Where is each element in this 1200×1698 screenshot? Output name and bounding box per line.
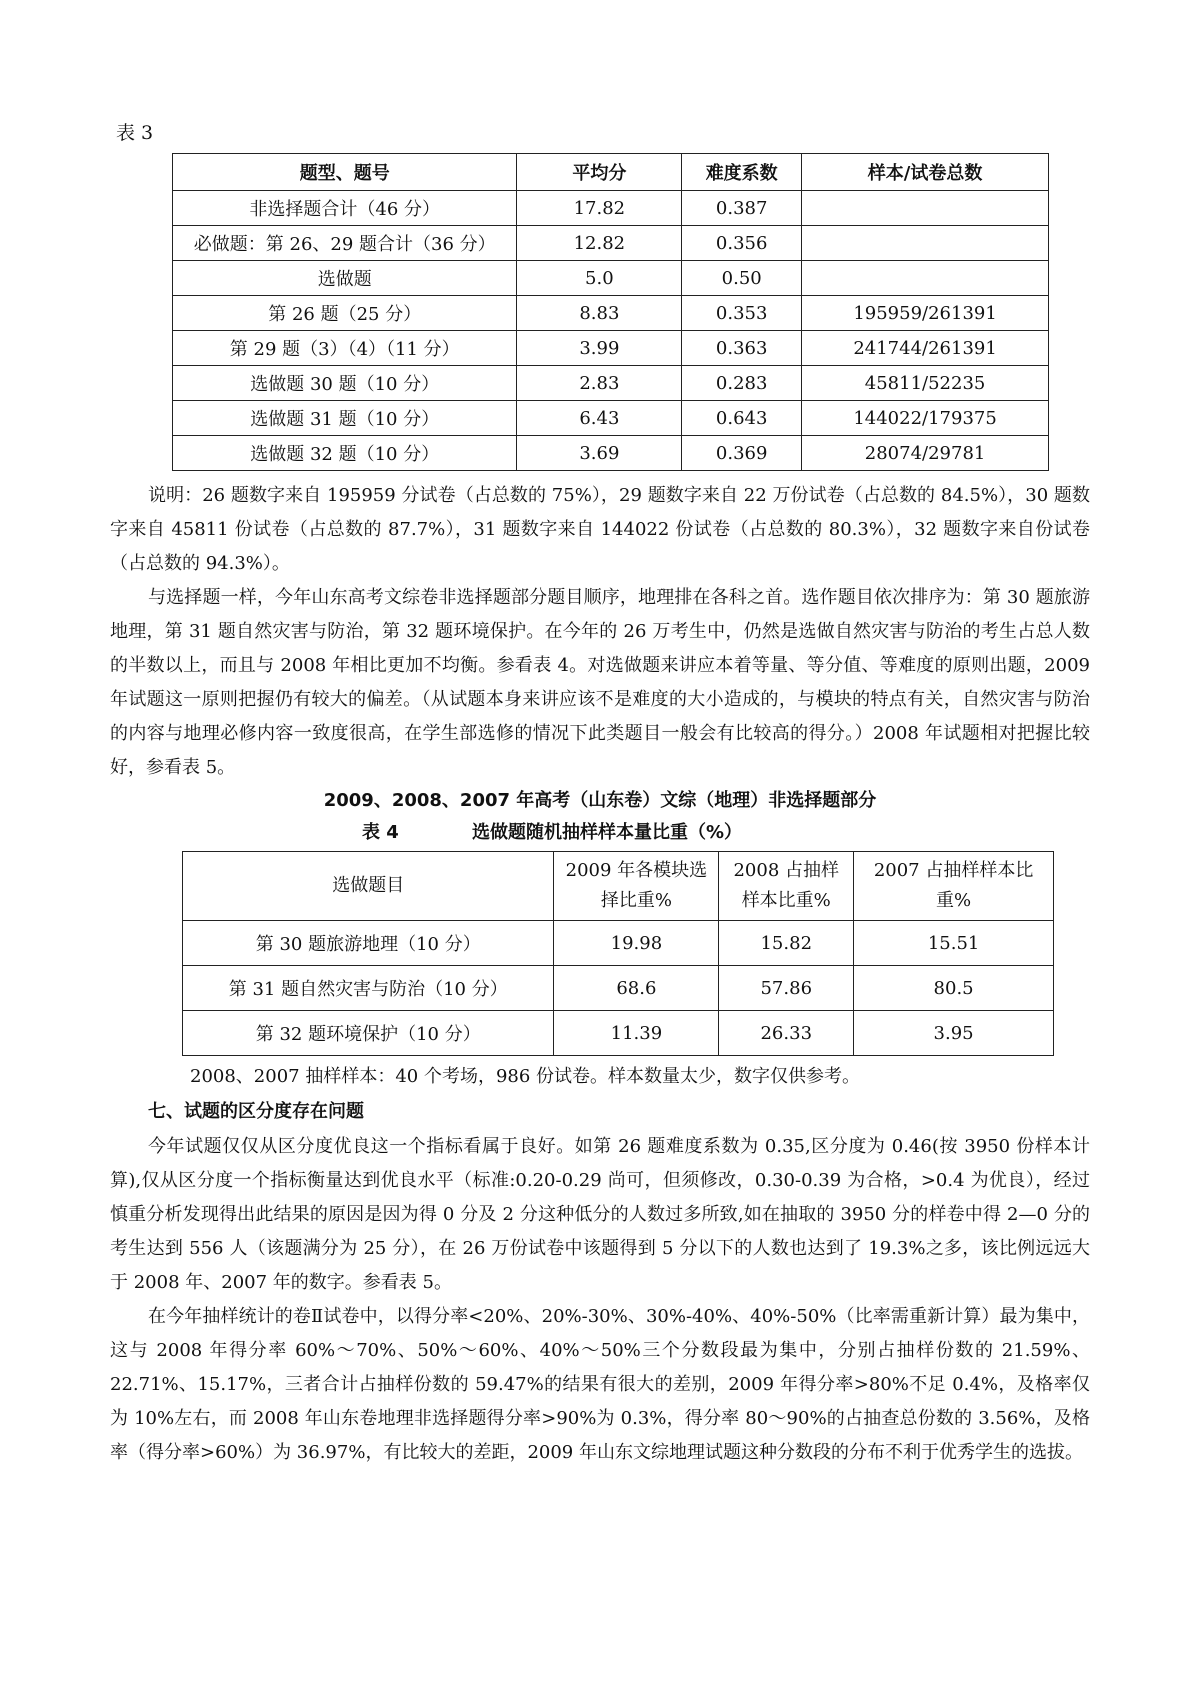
table3-cell: 第 26 题（25 分）: [173, 296, 517, 331]
table3-label: 表 3: [116, 122, 154, 144]
table4-row: [183, 1011, 1054, 1056]
table3-header-cell: 难度系数: [682, 154, 802, 191]
table4-header-cell: 2008 占抽样样本比重%: [719, 852, 854, 921]
table4-cell: 26.33: [719, 1011, 854, 1056]
section-heading: 七、试题的区分度存在问题: [148, 1101, 364, 1122]
table3-header-cell: 题型、题号: [173, 154, 517, 191]
table3-row: [173, 261, 1049, 296]
table4-label: 表 4: [362, 822, 399, 843]
paragraph: 今年试题仅仅从区分度优良这一个指标看属于良好。如第 26 题难度系数为 0.35,区分度为 0.46(按 3950 份样本计算),仅从区分度一个指标衡量达到优良水平（标准:0.20-0.29 尚可，但须修改，0.30-0.39 为合格，>0.4 为优良），经过慎重分析发现得出此结果的原因是因为得 0 分及 2 分这种低分的人数过多所致,如在抽取的 3950 分的样卷中得 2—0 分的考生达到 556 人（该题满分为 25 分），在 26 万份试卷中该题得到 5 分以下的人数也达到了 19.3%之多，该比例远远大于 2008 年、2007 年的数字。参看表 5。: [110, 1136, 1090, 1293]
table3-row: [173, 436, 1049, 471]
table3-row: [173, 366, 1049, 401]
table3-cell: 3.99: [517, 331, 682, 366]
table3-cell: 3.69: [517, 436, 682, 471]
table4-cell: 11.39: [554, 1011, 719, 1056]
table3-cell: 195959/261391: [802, 296, 1049, 331]
table3-cell: [802, 261, 1049, 296]
table4-header-cell: 2007 占抽样样本比重%: [854, 852, 1054, 921]
table4-row: [183, 966, 1054, 1011]
table3-row: [173, 331, 1049, 366]
table4-caption-line: [110, 817, 1090, 849]
table3-cell: 选做题: [173, 261, 517, 296]
table3-cell: 0.369: [682, 436, 802, 471]
table3-cell: 第 29 题（3）（4）（11 分）: [173, 331, 517, 366]
table3-cell: 选做题 31 题（10 分）: [173, 401, 517, 436]
table3-cell: 5.0: [517, 261, 682, 296]
table3-cell: 选做题 32 题（10 分）: [173, 436, 517, 471]
table3-cell: 12.82: [517, 226, 682, 261]
table3-cell: 必做题：第 26、29 题合计（36 分）: [173, 226, 517, 261]
table4-cell: 15.51: [854, 921, 1054, 966]
table3-cell: 6.43: [517, 401, 682, 436]
table4-header-cell: 选做题目: [183, 852, 554, 921]
table3-cell: 0.387: [682, 191, 802, 226]
table4-cell: 3.95: [854, 1011, 1054, 1056]
table3-row: [173, 296, 1049, 331]
table4-row: [183, 921, 1054, 966]
table4-header-row: [183, 852, 1054, 921]
table3-header-cell: 样本/试卷总数: [802, 154, 1049, 191]
table3-header-cell: 平均分: [517, 154, 682, 191]
table3-row: [173, 191, 1049, 226]
table4-header-cell: 2009 年各模块选择比重%: [554, 852, 719, 921]
table3-cell: 非选择题合计（46 分）: [173, 191, 517, 226]
table3-cell: 0.353: [682, 296, 802, 331]
table3-cell: 0.283: [682, 366, 802, 401]
table3-cell: 0.356: [682, 226, 802, 261]
table3-cell: 0.50: [682, 261, 802, 296]
paragraph: 与选择题一样，今年山东高考文综卷非选择题部分题目顺序，地理排在各科之首。选作题目依次排序为：第 30 题旅游地理，第 31 题自然灾害与防治，第 32 题环境保护。在今年的 26 万考生中，仍然是选做自然灾害与防治的考生占总人数的半数以上，而且与 2008 年相比更加不均衡。参看表 4。对选做题来讲应本着等量、等分值、等难度的原则出题，2009 年试题这一原则把握仍有较大的偏差。（从试题本身来讲应该不是难度的大小造成的，与模块的特点有关，自然灾害与防治的内容与地理必修内容一致度很高，在学生部选修的情况下此类题目一般会有比较高的得分。）2008 年试题相对把握比较好，参看表 5。: [110, 587, 1090, 778]
table3-cell: 17.82: [517, 191, 682, 226]
table3-cell: 0.643: [682, 401, 802, 436]
table4-note: 2008、2007 抽样样本：40 个考场，986 份试卷。样本数量太少，数字仅供参考。: [190, 1066, 861, 1087]
table4-cell: 57.86: [719, 966, 854, 1011]
table4-cell: 第 31 题自然灾害与防治（10 分）: [183, 966, 554, 1011]
table3-cell: 选做题 30 题（10 分）: [173, 366, 517, 401]
table4-cell: 80.5: [854, 966, 1054, 1011]
table3-cell: 241744/261391: [802, 331, 1049, 366]
table4-title: 2009、2008、2007 年高考（山东卷）文综（地理）非选择题部分: [323, 790, 877, 811]
table3-note: 说明：26 题数字来自 195959 分试卷（占总数的 75%），29 题数字来自 22 万份试卷（占总数的 84.5%），30 题数字来自 45811 份试卷（占总数的 87.7%），31 题数字来自 144022 份试卷（占总数的 80.3%），32 题数字来自份试卷（占总数的 94.3%）。: [110, 485, 1090, 574]
table3-cell: 28074/29781: [802, 436, 1049, 471]
table3-cell: [802, 191, 1049, 226]
table3-cell: 45811/52235: [802, 366, 1049, 401]
table3-cell: 8.83: [517, 296, 682, 331]
table3: [172, 153, 1049, 471]
table4-cell: 68.6: [554, 966, 719, 1011]
table3-cell: 0.363: [682, 331, 802, 366]
table4-cell: 15.82: [719, 921, 854, 966]
table4-cell: 19.98: [554, 921, 719, 966]
table4: [182, 851, 1054, 1056]
table4-cell: 第 30 题旅游地理（10 分）: [183, 921, 554, 966]
table3-row: [173, 226, 1049, 261]
table3-cell: [802, 226, 1049, 261]
table3-cell: 144022/179375: [802, 401, 1049, 436]
table4-caption: 选做题随机抽样样本量比重（%）: [472, 822, 743, 843]
table3-header-row: [173, 154, 1049, 191]
table3-cell: 2.83: [517, 366, 682, 401]
table3-row: [173, 401, 1049, 436]
table4-cell: 第 32 题环境保护（10 分）: [183, 1011, 554, 1056]
paragraph: 在今年抽样统计的卷Ⅱ试卷中，以得分率<20%、20%-30%、30%-40%、40%-50%（比率需重新计算）最为集中，这与 2008 年得分率 60%～70%、50%～60%、40%～50%三个分数段最为集中，分别占抽样份数的 21.59%、22.71%、15.17%，三者合计占抽样份数的 59.47%的结果有很大的差别，2009 年得分率>80%不足 0.4%，及格率仅为 10%左右，而 2008 年山东卷地理非选择题得分率>90%为 0.3%，得分率 80～90%的占抽查总份数的 3.56%，及格率（得分率>60%）为 36.97%，有比较大的差距，2009 年山东文综地理试题这种分数段的分布不利于优秀学生的选拔。: [110, 1306, 1090, 1463]
